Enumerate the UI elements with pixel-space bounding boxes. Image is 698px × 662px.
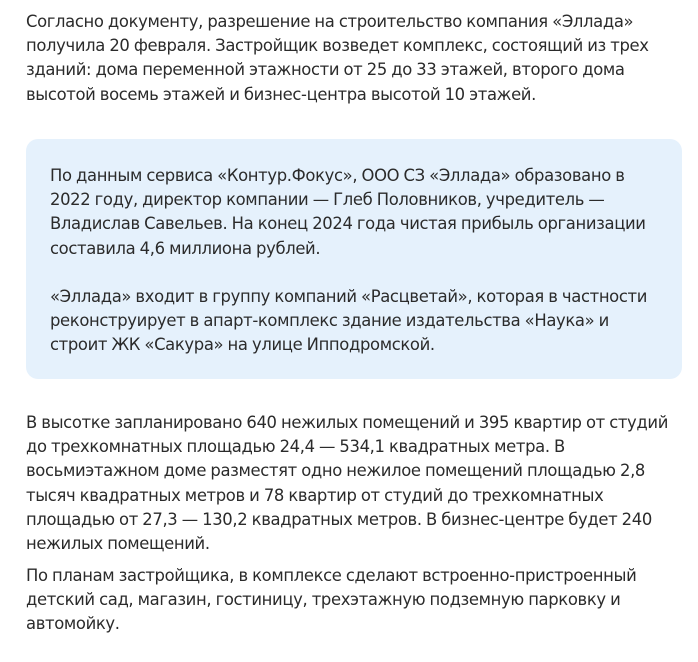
article-paragraph-permit: Согласно документу, разрешение на строительство компания «Эллада» получила 20 февраля. Застройщик возведет комплекс, состоящий из трех зданий: дома переменной этажности от 25 до 33 этажей, второго дома высотой восемь этажей и бизнес-центра высотой 10 этажей.	[26, 12, 649, 104]
article-body	[26, 10, 686, 107]
company-info-callout	[26, 139, 682, 379]
callout-paragraph-group: «Эллада» входит в группу компаний «Расцветай», которая в частности реконструирует в апарт-комплекс здание издательства «Наука» и строит ЖК «Сакура» на улице Ипподромской.	[50, 286, 648, 355]
callout-paragraph-company-data: По данным сервиса «Контур.Фокус», ООО СЗ «Эллада» образовано в 2022 году, директор компании — Глеб Половников, учредитель — Владислав Савельев. На конец 2024 года чистая прибыль организации составила 4,6 миллиона рублей.	[50, 166, 646, 258]
article-paragraph-plans: По планам застройщика, в комплексе сделают встроенно-пристроенный детский сад, магазин, гостиницу, трехэтажную подземную парковку и автомойку.	[26, 566, 637, 634]
article-paragraph-premises: В высотке запланировано 640 нежилых помещений и 395 квартир от студий до трехкомнатных площадью 24,4 — 534,1 квадратных метра. В восьмиэтажном доме разместят одно нежилое помещений площадью 2,8 тысяч квадратных метров и 78 квартир от студий до трехкомнатных площадью от 27,3 — 130,2 квадратных метров. В бизнес-центре будет 240 нежилых помещений.	[26, 413, 668, 554]
